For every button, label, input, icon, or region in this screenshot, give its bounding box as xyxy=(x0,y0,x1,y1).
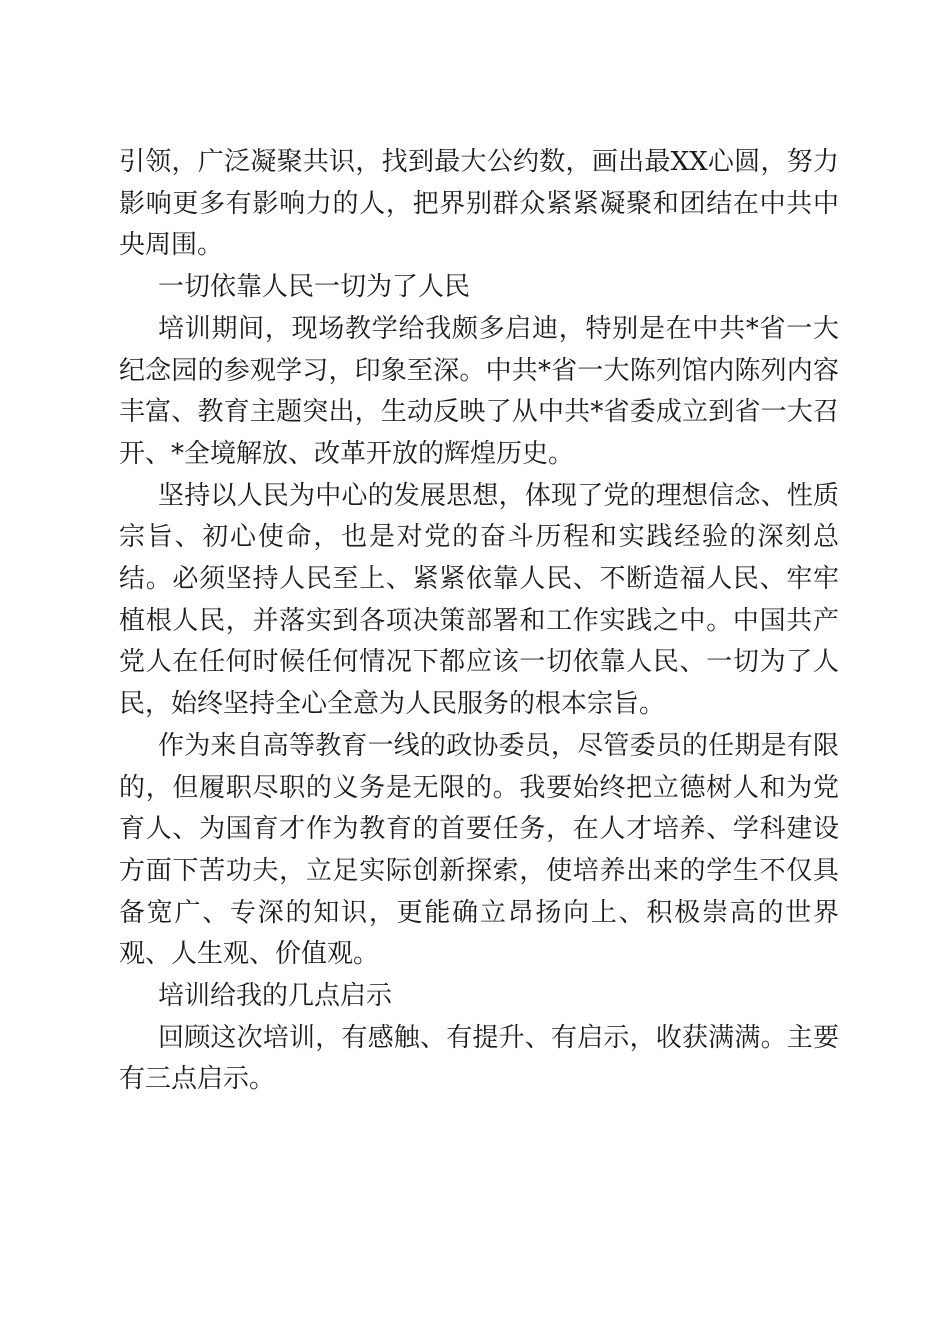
section-heading-people: 一切依靠人民一切为了人民 xyxy=(158,272,471,303)
paragraph-education-duty: 作为来自高等教育一线的政协委员，尽管委员的任期是有限的，但履职尽职的义务是无限的。我要始终把立德树人和为党育人、为国育才作为教育的首要任务，在人才培养、学科建设方面下苦功夫，立足实际创新探索，使培养出来的学生不仅具备宽广、专深的知识，更能确立昂扬向上、积极崇高的世界观、人生观、价值观。 xyxy=(119,730,839,970)
paragraph-continuation: 引领，广泛凝聚共识，找到最大公约数，画出最XX心圆，努力影响更多有影响力的人，把界别群众紧紧凝聚和团结在中共中央周围。 xyxy=(119,147,839,261)
document-body xyxy=(119,142,839,1101)
paragraph-review: 回顾这次培训，有感触、有提升、有启示，收获满满。主要有三点启示。 xyxy=(119,1022,839,1095)
paragraph-training-visit: 培训期间，现场教学给我颇多启迪，特别是在中共*省一大纪念园的参观学习，印象至深。中共*省一大陈列馆内陈列内容丰富、教育主题突出，生动反映了从中共*省委成立到省一大召开、*全境解放、改革开放的辉煌历史。 xyxy=(119,313,839,469)
section-heading-insights: 培训给我的几点启示 xyxy=(158,981,393,1012)
paragraph-people-centered: 坚持以人民为中心的发展思想，体现了党的理想信念、性质宗旨、初心使命，也是对党的奋斗历程和实践经验的深刻总结。必须坚持人民至上、紧紧依靠人民、不断造福人民、牢牢植根人民，并落实到各项决策部署和工作实践之中。中国共产党人在任何时候任何情况下都应该一切依靠人民、一切为了人民，始终坚持全心全意为人民服务的根本宗旨。 xyxy=(119,480,839,720)
